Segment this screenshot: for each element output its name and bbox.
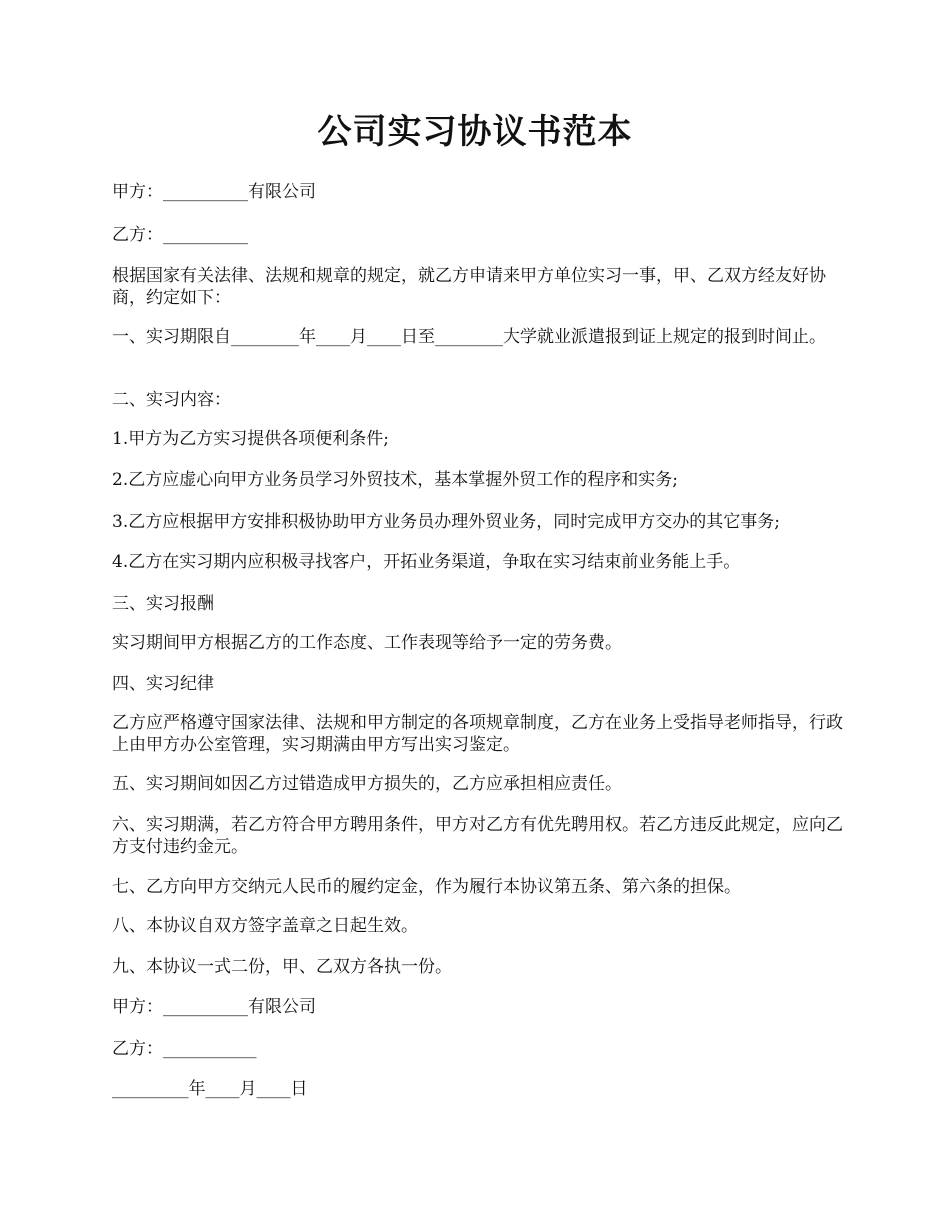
clause-5-text: 五、实习期间如因乙方过错造成甲方损失的，乙方应承担相应责任。	[112, 774, 622, 794]
party-a-line: 甲方：__________有限公司	[112, 182, 316, 202]
signature-party-b: 乙方：___________	[112, 1039, 257, 1059]
clause-2-item-1: 1.甲方为乙方实习提供各项便利条件;	[112, 429, 389, 449]
document-title: 公司实习协议书范本	[317, 112, 633, 152]
clause-4-heading: 四、实习纪律	[112, 674, 214, 694]
clause-2-item-3: 3.乙方应根据甲方安排积极协助甲方业务员办理外贸业务，同时完成甲方交办的其它事务;	[112, 512, 780, 532]
signature-date: _________年____月____日	[112, 1079, 308, 1099]
clause-6-text: 六、实习期满，若乙方符合甲方聘用条件，甲方对乙方有优先聘用权。若乙方违反此规定，应向乙方支付违约金元。	[112, 815, 843, 857]
clause-8-text: 八、本协议自双方签字盖章之日起生效。	[112, 916, 418, 936]
clause-7-text: 七、乙方向甲方交纳元人民币的履约定金，作为履行本协议第五条、第六条的担保。	[112, 877, 741, 897]
clause-4-text: 乙方应严格遵守国家法律、法规和甲方制定的各项规章制度，乙方在业务上受指导老师指导，行政上由甲方办公室管理，实习期满由甲方写出实习鉴定。	[112, 713, 843, 755]
clause-9-text: 九、本协议一式二份，甲、乙双方各执一份。	[112, 957, 452, 977]
clause-1-period: 一、实习期限自________年____月____日至________大学就业派遣报到证上规定的报到时间止。	[112, 327, 826, 347]
clause-2-item-4: 4.乙方在实习期内应积极寻找客户，开拓业务渠道，争取在实习结束前业务能上手。	[112, 552, 741, 572]
clause-2-item-2: 2.乙方应虚心向甲方业务员学习外贸技术，基本掌握外贸工作的程序和实务;	[112, 470, 678, 490]
party-b-line: 乙方：__________	[112, 225, 248, 245]
clause-2-heading: 二、实习内容：	[112, 390, 231, 410]
intro-paragraph: 根据国家有关法律、法规和规章的规定，就乙方申请来甲方单位实习一事，甲、乙双方经友好协商，约定如下：	[112, 266, 826, 308]
clause-3-text: 实习期间甲方根据乙方的工作态度、工作表现等给予一定的劳务费。	[112, 633, 622, 653]
clause-3-heading: 三、实习报酬	[112, 594, 214, 614]
signature-party-a: 甲方：__________有限公司	[112, 997, 316, 1017]
